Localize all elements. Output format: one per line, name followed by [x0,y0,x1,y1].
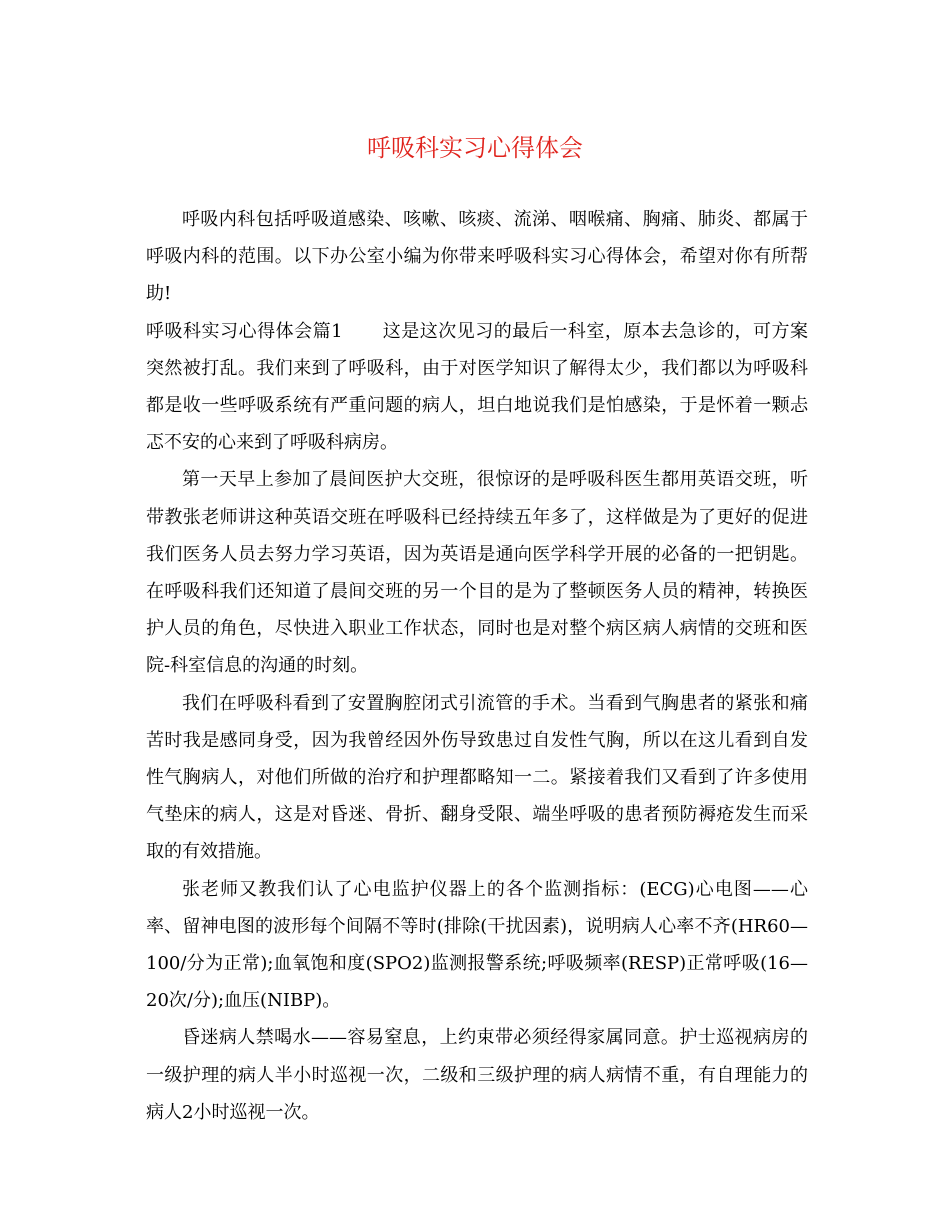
body-paragraph: 第一天早上参加了晨间医护大交班，很惊讶的是呼吸科医生都用英语交班，听带教张老师讲这种英语交班在呼吸科已经持续五年多了，这样做是为了更好的促进我们医务人员去努力学习英语，因为英语是通向医学科学开展的必备的一把钥匙。在呼吸科我们还知道了晨间交班的另一个目的是为了整顿医务人员的精神，转换医护人员的角色，尽快进入职业工作状态，同时也是对整个病区病人病情的交班和医院-科室信息的沟通的时刻。 [146,469,808,677]
intro-paragraph: 呼吸内科包括呼吸道感染、咳嗽、咳痰、流涕、咽喉痛、胸痛、肺炎、都属于呼吸内科的范围。以下办公室小编为你带来呼吸科实习心得体会，希望对你有所帮助! [146,209,808,305]
section-heading: 呼吸科实习心得体会篇1 [146,320,343,342]
section-first-paragraph [146,313,808,462]
body-paragraph: 张老师又教我们认了心电监护仪器上的各个监测指标：(ECG)心电图——心率、留神电图的波形每个间隔不等时(排除(干扰因素)，说明病人心率不齐(HR60— 100/分为正常);血氧饱和度(SPO2)监测报警系统;呼吸频率(RESP)正常呼吸(16—20次/分);血压(NIBP)。 [146,878,808,1012]
section-first-text: 这是这次见习的最后一科室，原本去急诊的，可方案突然被打乱。我们来到了呼吸科，由于对医学知识了解得太少，我们都以为呼吸科都是收一些呼吸系统有严重问题的病人，坦白地说我们是怕感染，于是怀着一颗忐忑不安的心来到了呼吸科病房。 [146,320,809,454]
body-paragraph: 昏迷病人禁喝水——容易窒息，上约束带必须经得家属同意。护士巡视病房的一级护理的病人半小时巡视一次，二级和三级护理的病人病情不重，有自理能力的病人2小时巡视一次。 [146,1027,808,1123]
body-paragraph: 我们在呼吸科看到了安置胸腔闭式引流管的手术。当看到气胸患者的紧张和痛苦时我是感同身受，因为我曾经因外伤导致患过自发性气胸，所以在这儿看到自发性气胸病人，对他们所做的治疗和护理都略知一二。紧接着我们又看到了许多使用气垫床的病人，这是对昏迷、骨折、翻身受限、端坐呼吸的患者预防褥疮发生而采取的有效措施。 [146,692,808,863]
document-body [146,201,808,1131]
document-title: 呼吸科实习心得体会 [367,134,583,162]
